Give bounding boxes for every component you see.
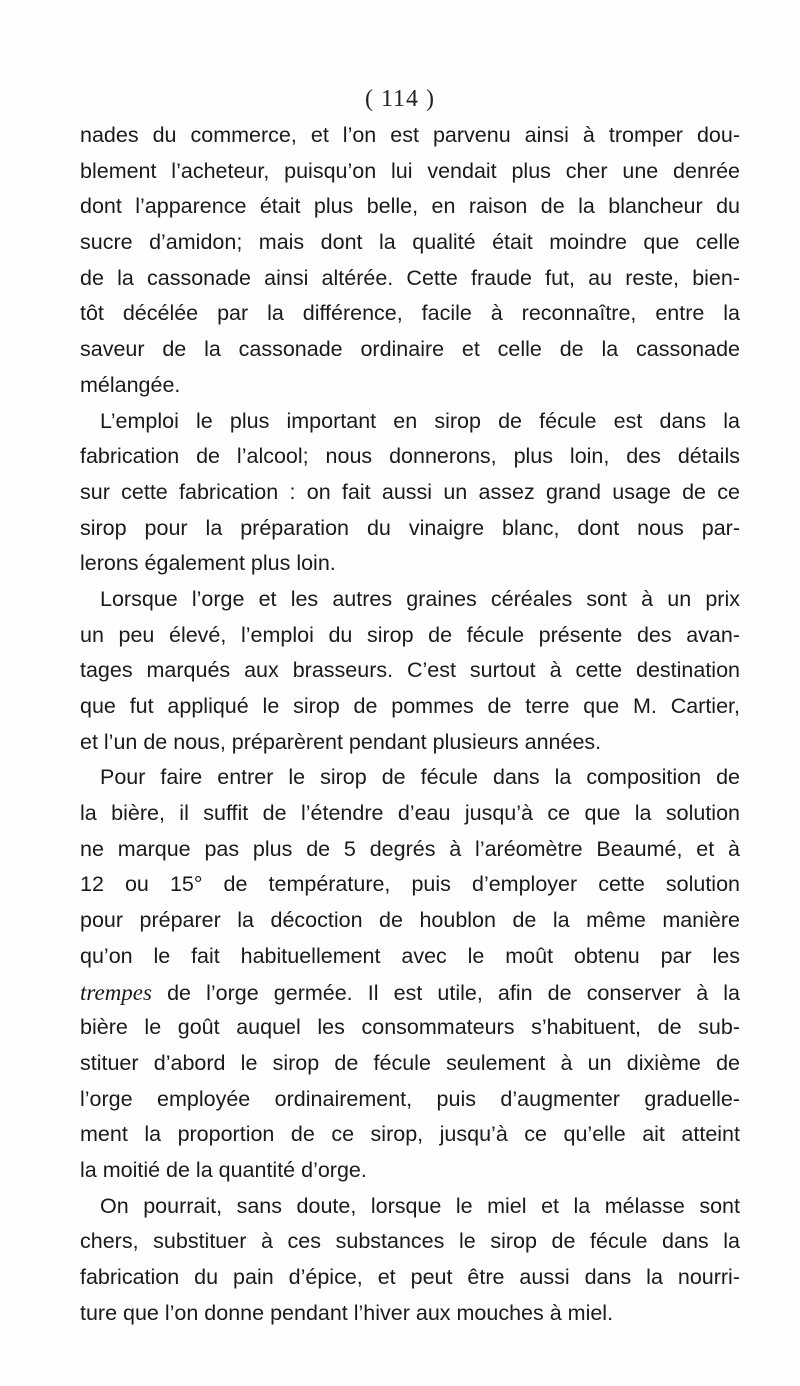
text-line: tôt décélée par la différence, facile à reconnaître, entre la xyxy=(80,301,740,326)
text-line: nades du commerce, et l’on est parvenu ainsi à tromper dou- xyxy=(80,123,740,147)
text-line: tages marqués aux brasseurs. C’est surtout à cette destination xyxy=(80,658,740,683)
text-line: mélangée. xyxy=(80,372,181,397)
text-line: saveur de la cassonade ordinaire et celle de la cassonade xyxy=(80,337,740,362)
text-line-with-italic xyxy=(80,975,740,1011)
text-line: de la cassonade ainsi altérée. Cette fraude fut, au reste, bien- xyxy=(80,265,740,290)
text-line: la bière, il suffit de l’étendre d’eau jusqu’à ce que la solution xyxy=(80,801,740,826)
text-line: la moitié de la quantité d’orge. xyxy=(80,1157,367,1182)
text-line: fabrication de l’alcool; nous donnerons, plus loin, des détails xyxy=(80,444,740,469)
text-line-rest: de l’orge germée. Il est utile, afin de conserver à la xyxy=(167,980,740,1005)
text-line: dont l’apparence était plus belle, en raison de la blancheur du xyxy=(80,194,740,219)
text-line: qu’on le fait habituellement avec le moût obtenu par les xyxy=(80,943,740,968)
text-line: L’emploi le plus important en sirop de fécule est dans la xyxy=(100,408,740,433)
paragraph-2 xyxy=(80,404,740,582)
paragraph-1 xyxy=(80,118,740,404)
text-line: sur cette fabrication : on fait aussi un assez grand usage de ce xyxy=(80,479,740,504)
text-line: bière le goût auquel les consommateurs s’habituent, de sub- xyxy=(80,1015,740,1040)
text-line: ment la proportion de ce sirop, jusqu’à ce qu’elle ait atteint xyxy=(80,1122,740,1147)
text-line: 12 ou 15° de température, puis d’employer cette solution xyxy=(80,872,740,897)
text-line: sucre d’amidon; mais dont la qualité était moindre que celle xyxy=(80,230,740,255)
text-line: pour préparer la décoction de houblon de la même manière xyxy=(80,908,740,933)
text-line: ture que l’on donne pendant l’hiver aux mouches à miel. xyxy=(80,1300,614,1325)
italic-term: trempes xyxy=(80,979,152,1005)
text-line: chers, substituer à ces substances le sirop de fécule dans la xyxy=(80,1229,740,1254)
text-line: fabrication du pain d’épice, et peut être aussi dans la nourri- xyxy=(80,1265,740,1289)
text-line: Pour faire entrer le sirop de fécule dans la composition de xyxy=(100,765,740,790)
text-line: Lorsque l’orge et les autres graines céréales sont à un prix xyxy=(100,586,740,611)
text-line: sirop pour la préparation du vinaigre blanc, dont nous par- xyxy=(80,515,740,540)
body-text xyxy=(80,118,740,1331)
text-line: lerons également plus loin. xyxy=(80,551,336,576)
paragraph-3 xyxy=(80,582,740,760)
paragraph-5 xyxy=(80,1189,740,1332)
text-line: blement l’acheteur, puisqu’on lui vendait plus cher une denrée xyxy=(80,158,740,183)
text-line: On pourrait, sans doute, lorsque le miel et la mélasse sont xyxy=(100,1193,740,1218)
page-number: ( 114 ) xyxy=(364,86,436,112)
text-line: stituer d’abord le sirop de fécule seulement à un dixième de xyxy=(80,1050,740,1075)
paragraph-4 xyxy=(80,760,740,1188)
text-line: que fut appliqué le sirop de pommes de terre que M. Cartier, xyxy=(80,694,740,718)
text-line: un peu élevé, l’emploi du sirop de fécule présente des avan- xyxy=(80,622,740,647)
text-line: ne marque pas plus de 5 degrés à l’aréomètre Beaumé, et à xyxy=(80,836,740,861)
text-line: l’orge employée ordinairement, puis d’augmenter graduelle- xyxy=(80,1086,740,1111)
text-line: et l’un de nous, préparèrent pendant plusieurs années. xyxy=(80,729,602,754)
